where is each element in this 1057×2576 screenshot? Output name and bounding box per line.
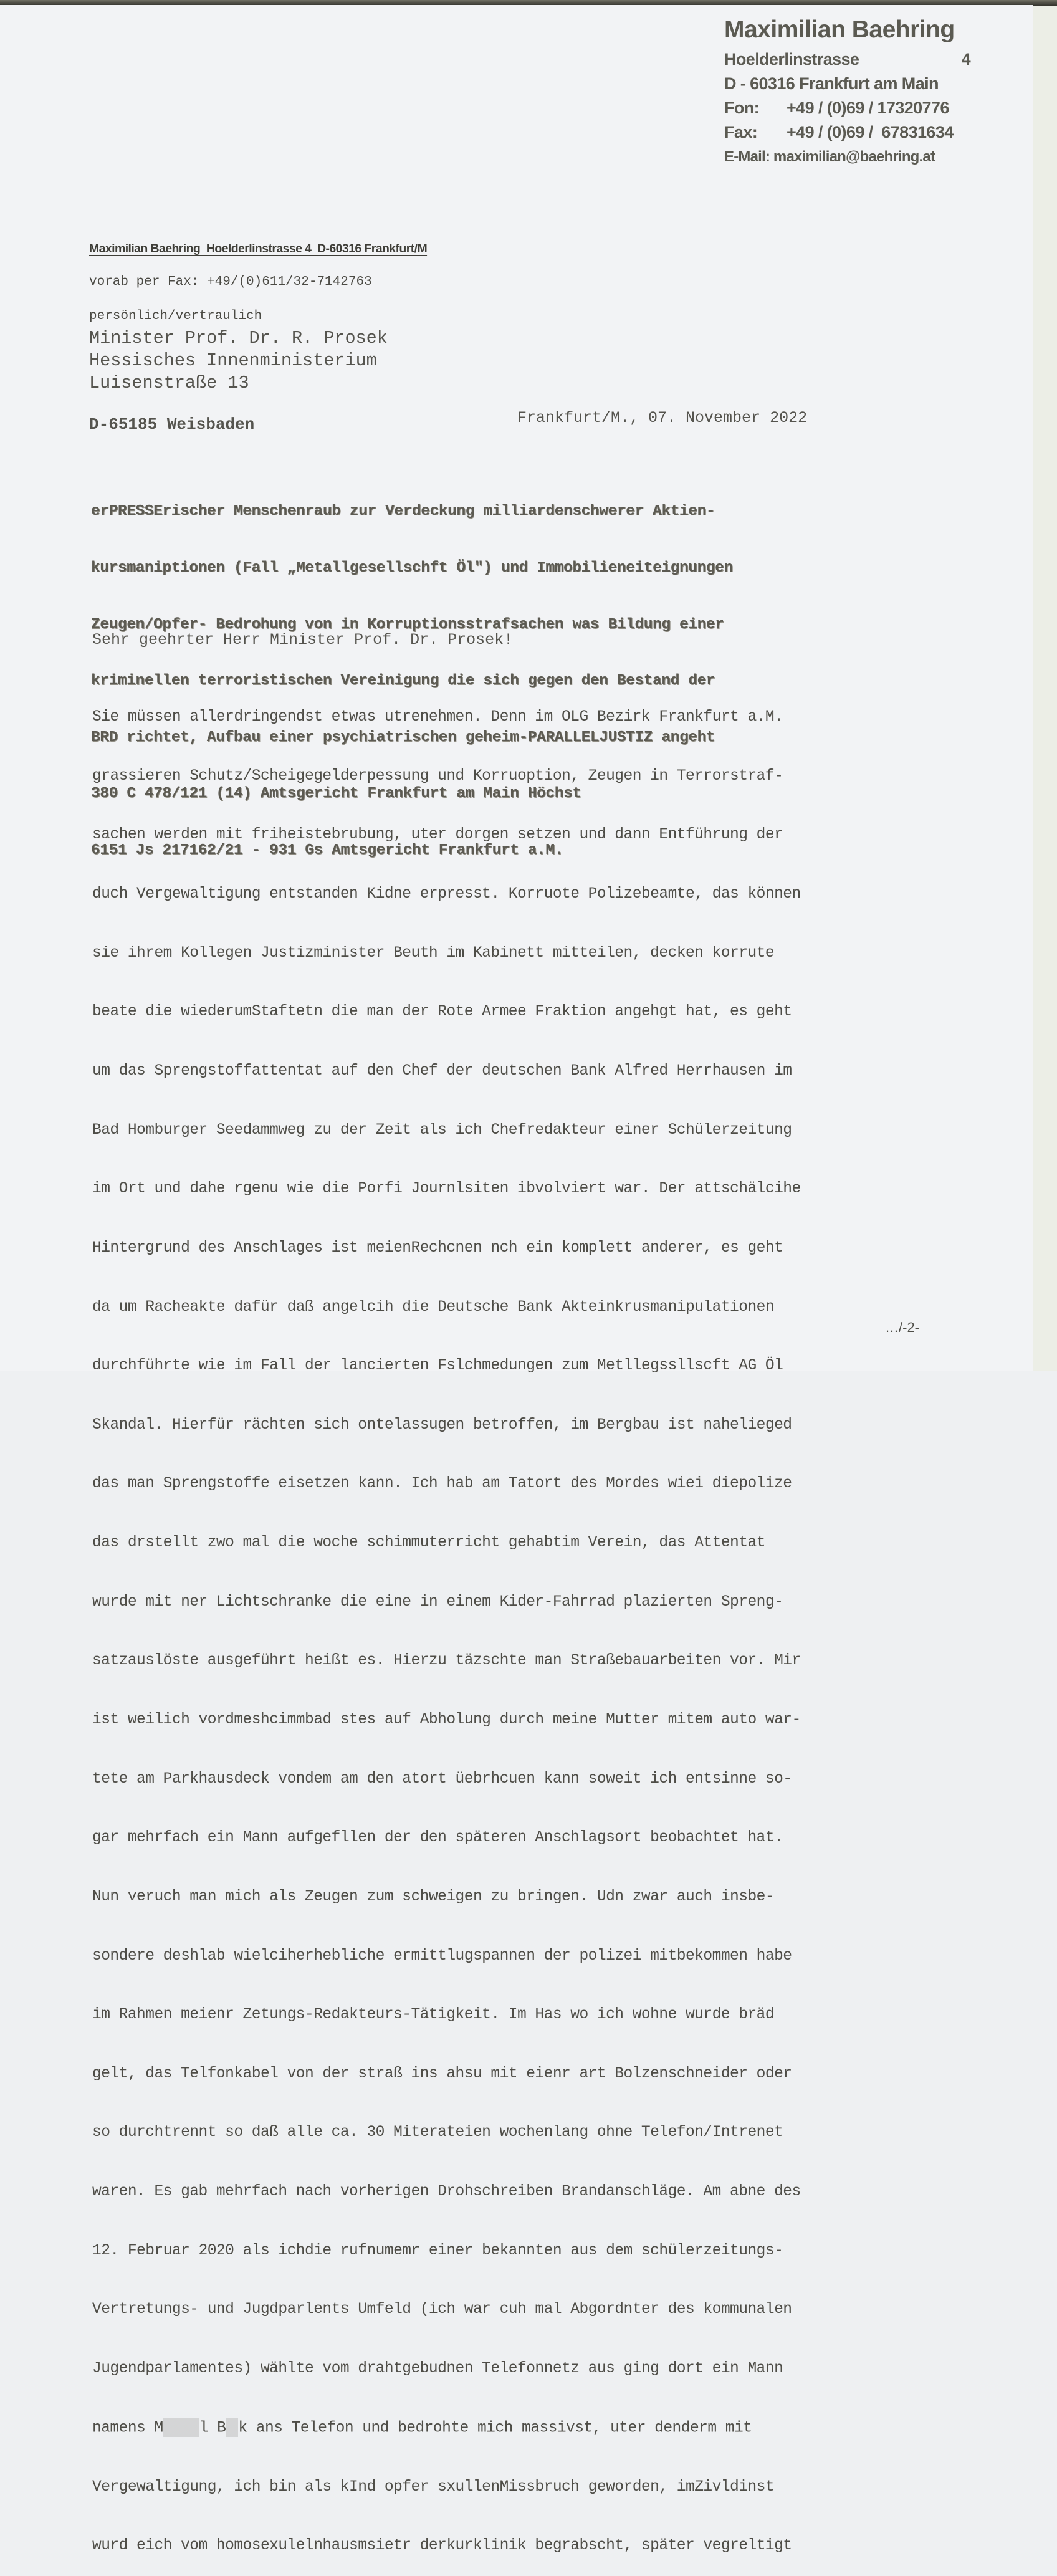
page-continuation: …/-2- xyxy=(885,1319,919,1335)
body-line: im Ort und dahe rgenu wie die Porfi Journlsiten ibvolviert war. Der attschälcihe xyxy=(92,1180,801,1198)
body-line: Jugendparlamentes) wählte vom drahtgebudnen Telefonnetz aus ging dort ein Mann xyxy=(92,2360,783,2378)
fax-number: +49 / (0)69 / 67831634 xyxy=(787,123,954,141)
subject-line: BRD richtet, Aufbau einer psychiatrischen geheim-PARALLELJUSTIZ angeht xyxy=(91,729,715,746)
body-line: um das Sprengstoffattentat auf den Chef der deutschen Bank Alfred Herrhausen im xyxy=(92,1062,792,1080)
recipient-ministry: Hessisches Innenministerium xyxy=(89,350,377,371)
body-line: sondere deshlab wielciherhebliche ermittlugspannen der polizei mitbekommen habe xyxy=(92,1947,792,1965)
body-line: wurde mit ner Lichtschranke die eine in einem Kider-Fahrrad plazierten Spreng- xyxy=(92,1593,783,1611)
letterhead-street-name: Hoelderlinstrasse xyxy=(724,50,859,69)
body-line: Bad Homburger Seedammweg zu der Zeit als ich Chefredakteur einer Schülerzeitung xyxy=(92,1121,792,1139)
letterhead-fax xyxy=(724,120,973,145)
letter-date: Frankfurt/M., 07. November 2022 xyxy=(517,409,808,427)
letterhead-city: D - 60316 Frankfurt am Main xyxy=(724,74,939,93)
body-line: Hintergrund des Anschlages ist meienRechcnen nch ein komplett anderer, es geht xyxy=(92,1239,783,1257)
recipient-street: Luisenstraße 13 xyxy=(89,373,249,393)
body-line: sachen werden mit friheistebrubung, uter dorgen setzen und dann Entführung der xyxy=(92,826,783,844)
letterhead-email: E-Mail: maximilian@baehring.at xyxy=(724,148,935,165)
body-line: grassieren Schutz/Scheigegelderpessung und Korruoption, Zeugen in Terrorstraf- xyxy=(92,767,783,785)
body-line: das man Sprengstoffe eisetzen kann. Ich hab am Tatort des Mordes wiei diepolize xyxy=(92,1475,792,1493)
letterhead xyxy=(724,16,973,169)
sender-return-line: Maximilian Baehring Hoelderlinstrasse 4 D-60316 Frankfurt/M xyxy=(89,242,428,256)
salutation: Sehr geehrter Herr Minister Prof. Dr. Prosek! xyxy=(92,631,514,649)
body-line-redacted xyxy=(92,2418,940,2438)
redacted-line-middle: l B xyxy=(199,2420,226,2437)
subject-line: 6151 Js 217162/21 - 931 Gs Amtsgericht Frankfurt a.M. xyxy=(91,842,564,859)
body-line: sie ihrem Kollegen Justizminister Beuth im Kabinett mitteilen, decken korrute xyxy=(92,944,775,962)
subject-line: Zeugen/Opfer- Bedrohung von in Korruptionsstrafsachen was Bildung einer xyxy=(91,616,724,633)
body-line: ist weilich vordmeshcimmbad stes auf Abholung durch meine Mutter mitem auto war- xyxy=(92,1711,801,1728)
recipient-city: D-65185 Weisbaden xyxy=(89,415,255,434)
recipient-name: Minister Prof. Dr. R. Prosek xyxy=(89,328,388,348)
body-line: satzauslöste ausgeführt heißt es. Hierzu täzschte man Straßebauarbeiten vor. Mir xyxy=(92,1652,801,1670)
phone-number: +49 / (0)69 / 17320776 xyxy=(787,98,949,117)
body-line: durchführte wie im Fall der lancierten Fslchmedungen zum Metllegssllscft AG Öl xyxy=(92,1357,783,1375)
confidential-note: persönlich/vertraulich xyxy=(89,309,262,323)
subject-line: kriminellen terroristischen Vereinigung die sich gegen den Bestand der xyxy=(91,673,715,690)
body-line: gelt, das Telfonkabel von der straß ins ahsu mit eienr art Bolzenschneider oder xyxy=(92,2065,792,2082)
body-line: Skandal. Hierfür rächten sich ontelassugen betroffen, im Bergbau ist nahelieged xyxy=(92,1416,792,1434)
subject-line: kursmaniptionen (Fall „Metallgesellschft Öl") und Immobilieneiteignungen xyxy=(91,560,733,577)
letter-body xyxy=(92,668,940,2576)
body-line: gar mehrfach ein Mann aufgefllen der den späteren Anschlagsort beobachtet hat. xyxy=(92,1829,783,1847)
letterhead-street xyxy=(724,47,970,72)
fax-note: vorab per Fax: +49/(0)611/32-7142763 xyxy=(89,275,372,289)
redaction-box xyxy=(163,2418,199,2437)
body-line: Nun veruch man mich als Zeugen zum schweigen zu bringen. Udn zwar auch insbe- xyxy=(92,1888,775,1905)
letterhead-house-number: 4 xyxy=(961,50,970,69)
redacted-line-end: k ans Telefon und bedrohte mich massivst, uter denderm mit xyxy=(238,2420,752,2437)
subject-line: erPRESSErischer Menschenraub zur Verdeckung milliardenschwerer Aktien- xyxy=(91,503,715,520)
body-line: waren. Es gab mehrfach nach vorherigen Drohschreiben Brandanschläge. Am abne des xyxy=(92,2183,801,2201)
recipient-address xyxy=(89,327,388,395)
redacted-line-start: namens M xyxy=(92,2420,163,2437)
body-line: Sie müssen allerdringendst etwas utrenehmen. Denn im OLG Bezirk Frankfurt a.M. xyxy=(92,709,783,726)
body-line: im Rahmen meienr Zetungs-Redakteurs-Tätigkeit. Im Has wo ich wohne wurde bräd xyxy=(92,2006,775,2024)
body-line: duch Vergewaltigung entstanden Kidne erpresst. Korruote Polizebeamte, das können xyxy=(92,886,801,903)
body-line: wurd eich vom homosexulelnhausmsietr derkurklinik begrabscht, später vegreltigt xyxy=(92,2537,792,2555)
redaction-box xyxy=(226,2418,238,2437)
body-line: beate die wiederumStaftetn die man der Rote Armee Fraktion angehgt hat, es geht xyxy=(92,1003,792,1021)
fax-label: Fax: xyxy=(724,123,758,141)
scan-margin-strip xyxy=(1033,6,1057,1371)
letterhead-phone xyxy=(724,96,973,120)
body-line: Vertretungs- und Jugdparlents Umfeld (ich war cuh mal Abgordnter des kommunalen xyxy=(92,2301,792,2319)
letterhead-name: Maximilian Baehring xyxy=(724,16,955,43)
body-line: Vergewaltigung, ich bin als kInd opfer sxullenMissbruch geworden, imZivldinst xyxy=(92,2478,775,2496)
body-line: da um Racheakte dafür daß angelcih die Deutsche Bank Akteinkrusmanipulationen xyxy=(92,1298,775,1316)
body-line: so durchtrennt so daß alle ca. 30 Miterateien wochenlang ohne Telefon/Intrenet xyxy=(92,2124,783,2142)
phone-label: Fon: xyxy=(724,98,760,117)
body-line: tete am Parkhausdeck vondem am den atort üebrhcuen kann soweit ich entsinne so- xyxy=(92,1770,792,1788)
body-line: 12. Februar 2020 als ichdie rufnumemr einer bekannten aus dem schülerzeitungs- xyxy=(92,2242,783,2259)
body-line: das drstellt zwo mal die woche schimmuterricht gehabtim Verein, das Attentat xyxy=(92,1535,765,1552)
subject-line: 380 C 478/121 (14) Amtsgericht Frankfurt am Main Höchst xyxy=(91,785,581,803)
